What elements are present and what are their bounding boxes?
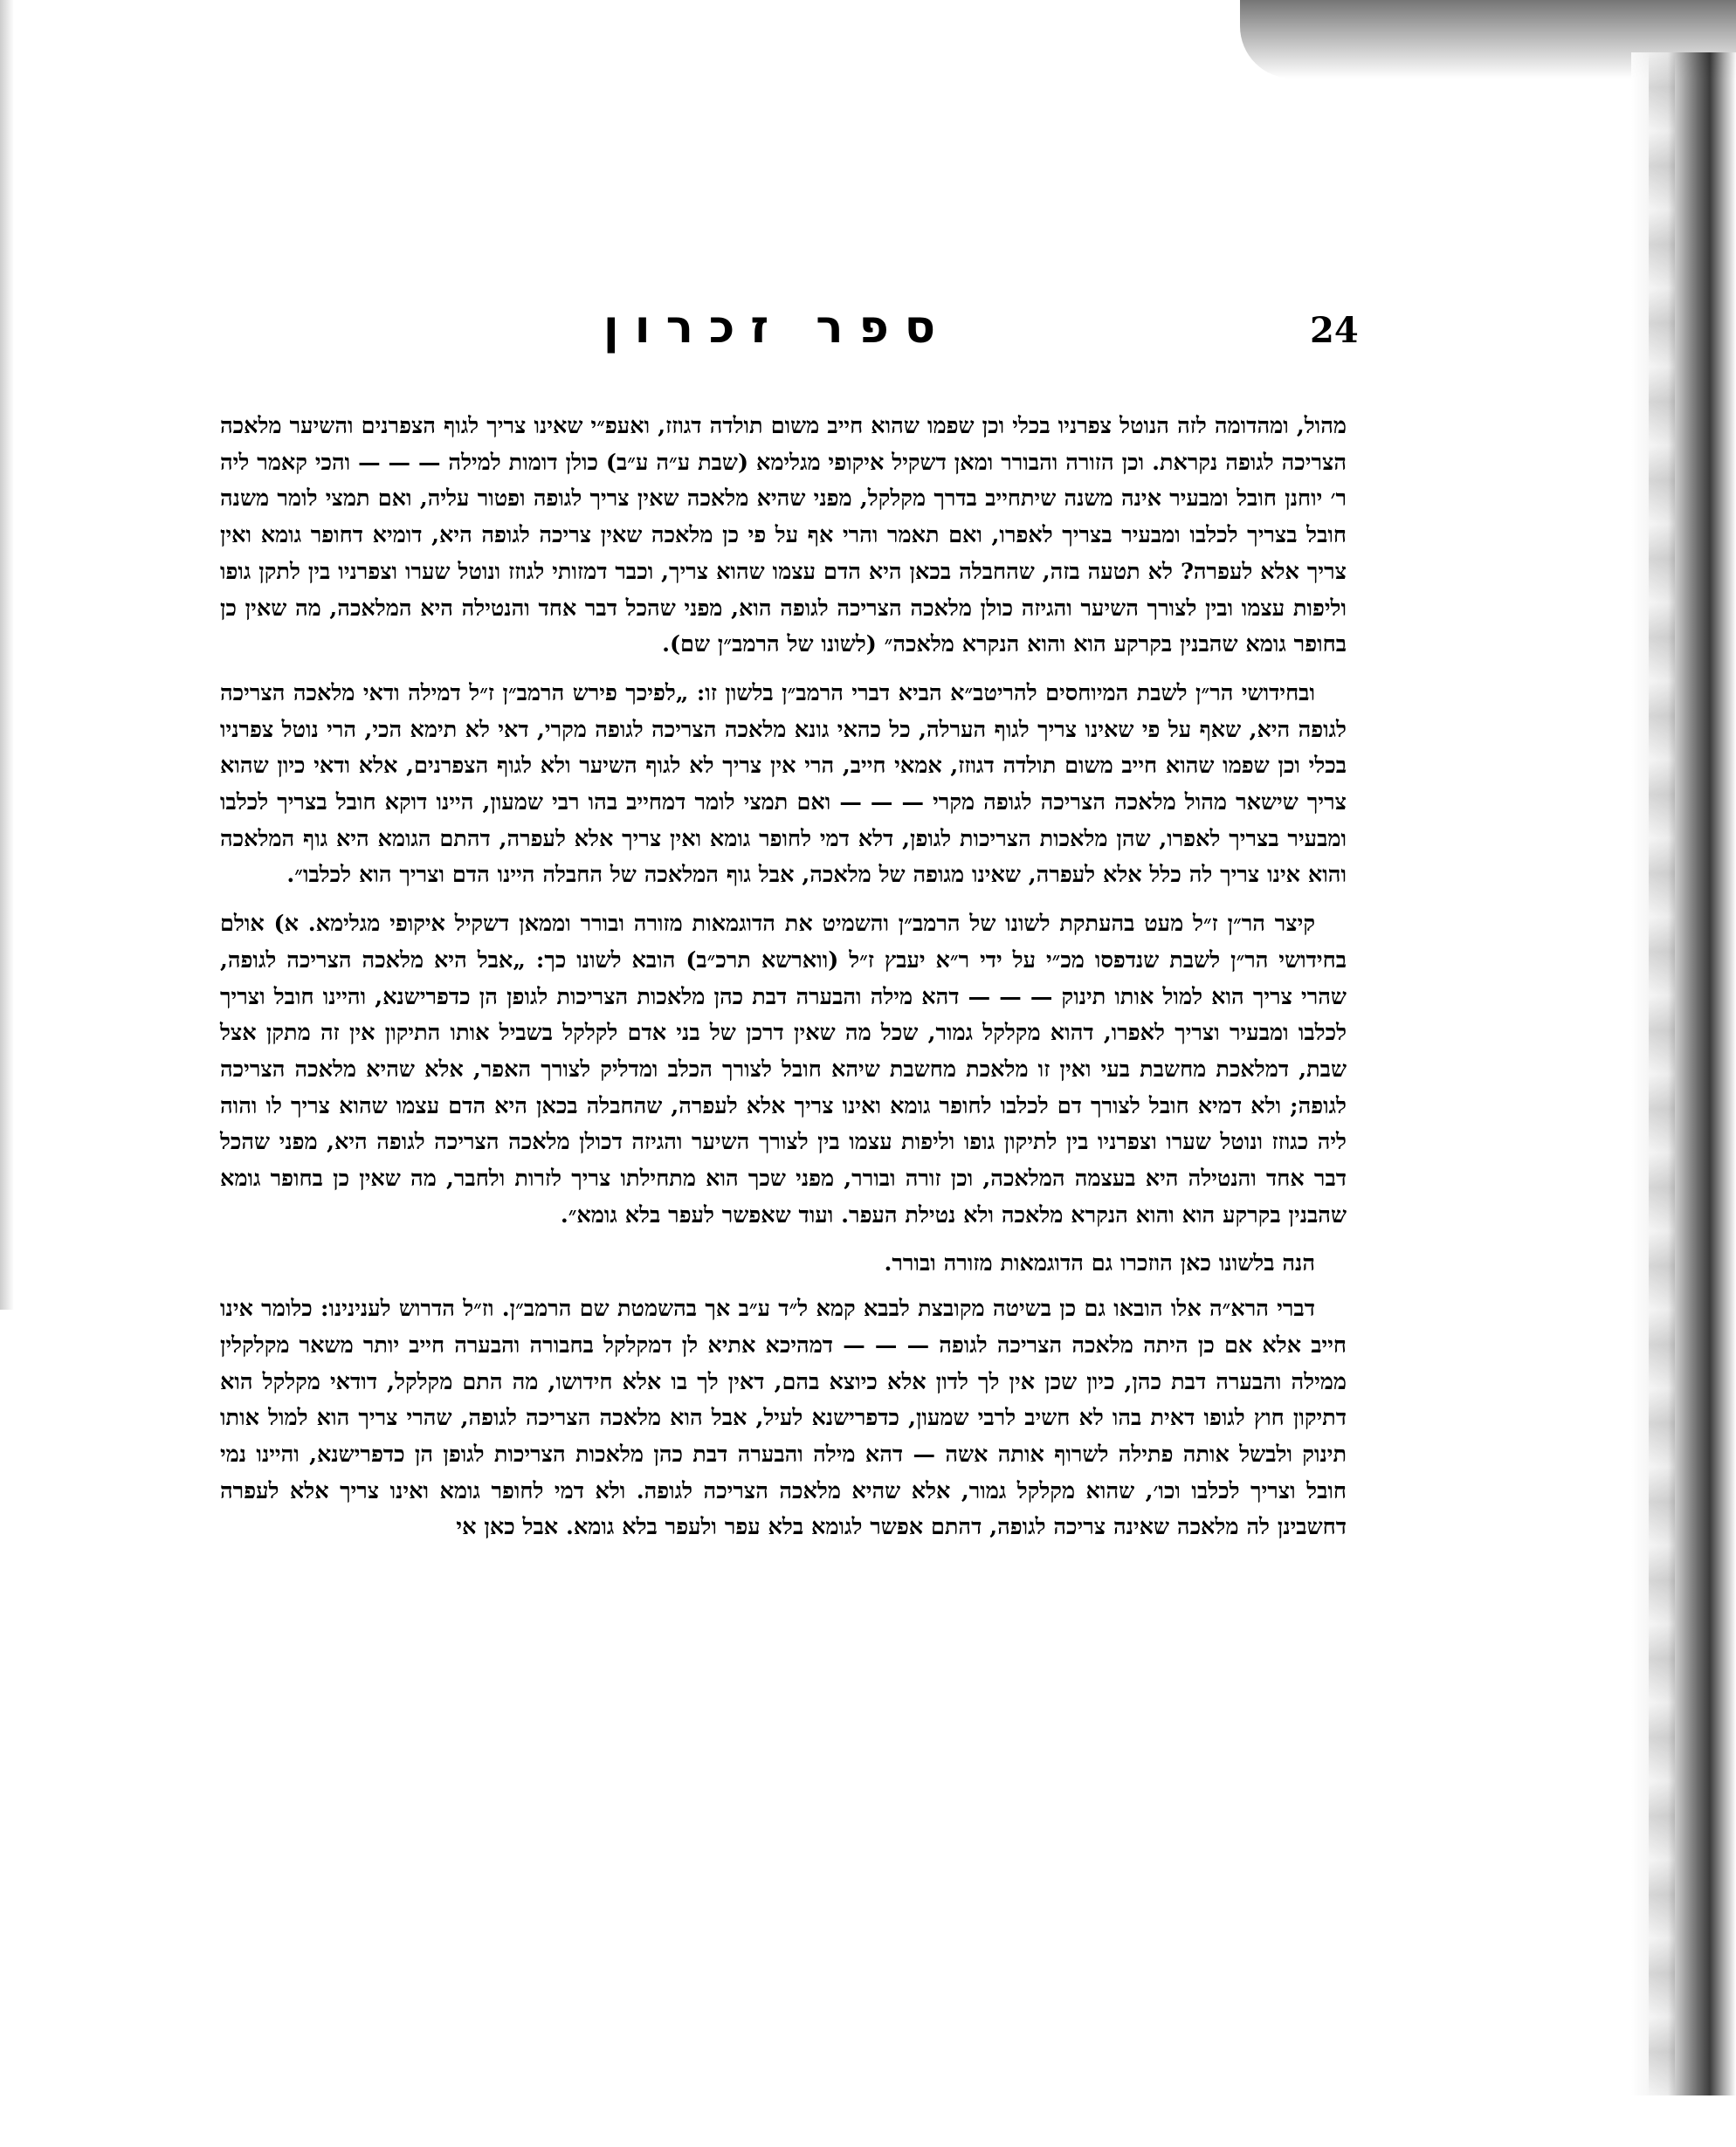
paragraph-3: קיצר הר״ן ז״ל מעט בהעתקת לשונו של הרמב״ן והשמיט את הדוגמאות מזורה ובורר וממאן דשקיל איקופי מגלימא. א) אולם בחידושי הר״ן לשבת שנדפסו מכ״י על ידי ר״א יעבץ ז״ל (ווארשא תרכ״ב) הובא לשונו כך: „אבל היא מלאכה הצריכה לגופה, שהרי צריך הוא למול אותו תינוק — — — דהא מילה והבערה דבת כהן מלאכות הצריכות לגופן הן כדפרישנא, והיינו חובל וצריך לכלבו ומבעיר וצריך לאפרו, דהוא מקלקל גמור, שכל מה שאין דרכן של בני אדם לקלקל בשביל אותו התיקון אין זה מתקן אצל שבת, דמלאכת מחשבת בעי ואין זו מלאכת מחשבת שיהא חובל לצורך הכלב ומדליק לצורך האפר, אלא שהיא מלאכה הצריכה לגופה; ולא דמיא חובל לצורך דם לכלבו לחופר גומא ואינו צריך אלא לעפרה, שהחבלה בכאן היא הדם עצמו שהוא צריך לו והוה ליה כגוזז ונוטל שערו וצפרניו בין לתיקון גופו וליפות עצמו בין לצורך השיער והגיזה דכולן מלאכה הצריכה לגופה היא, מפני שהכל דבר אחד והנטילה היא בעצמה המלאכה, וכן זורה ובורר, מפני שכך הוא מתחילתו צריך לזרות ולחבר, מה שאין כן בחופר גומא שהבנין בקרקע הוא והוא הנקרא מלאכה ולא נטילת העפר. ועוד שאפשר לעפר בלא גומא״.: [220, 911, 1347, 1228]
page-number: 24: [1310, 310, 1359, 351]
paragraph-4: הנה בלשונו כאן הוזכרו גם הדוגמאות מזורה ובורר.: [884, 1250, 1315, 1277]
body-text: [220, 409, 1347, 1559]
running-title: ספר זכרון: [603, 301, 952, 354]
paragraph-2: ובחידושי הר״ן לשבת המיוחסים להריטב״א הביא דברי הרמב״ן בלשון זו: „לפיכך פירש הרמב״ן ז״ל דמילה ודאי מלאכה הצריכה לגופה היא, שאף על פי שאינו צריך לגוף הערלה, כל כהאי גונא מלאכה הצריכה לגופה מקרי, דאי לא תימא הכי, הרי נוטל צפרניו בכלי וכן שפמו שהוא חייב משום תולדה דגוזז, אמאי חייב, הרי אין צריך לא לגוף השיער ולא לגוף הצפרנים, אלא ודאי כיון שהוא צריך שישאר מהול מלאכה הצריכה לגופה מקרי — — — ואם תמצי לומר דמחייב בהו רבי שמעון, היינו דוקא חובל בצריך לכלבו ומבעיר בצריך לאפרו, שהן מלאכות הצריכות לגופן, דלא דמי לחופר גומא ואין צריך אלא לעפרה, דהתם הגומא היא גוף המלאכה והוא אינו צריך לה כלל אלא לעפרה, שאינו מגופה של מלאכה, אבל גוף המלאכה של החבלה היינו הדם וצריך הוא לכלבו״.: [220, 679, 1347, 889]
page-header: [218, 301, 1359, 362]
page-edge-shadow-right: [1631, 52, 1736, 2095]
paragraph-5: דברי הרא״ה אלו הובאו גם כן בשיטה מקובצת לבבא קמא ל״ד ע״ב אך בהשמטת שם הרמב״ן. וז״ל הדרוש לענינינו: כלומר אינו חייב אלא אם כן היתה מלאכה הצריכה לגופה — — — דמהיכא אתיא לן דמקלקל בחבורה והבערה חייב יותר משאר מקלקלין ממילה והבערה דבת כהן, כיון שכן אין לך לדון אלא כיוצא בהם, דאין לך בו אלא חידושו, מה התם מקלקל, דודאי מקלקל הוא דתיקון חוץ לגופו דאית בהו לא חשיב לרבי שמעון, כדפרישנא לעיל, אבל הוא מלאכה הצריכה לגופה, שהרי צריך הוא למול אותו תינוק ולבשל אותה פתילה לשרוף אותה אשה — דהא מילה והבערה דבת כהן מלאכות הצריכות לגופן הן כדפרישנא, והיינו נמי חובל וצריך לכלבו וכו׳, שהוא מקלקל גמור, אלא שהיא מלאכה הצריכה לגופה. ולא דמי לחופר גומא ואינו צריך אלא לעפרה דחשבינן לה מלאכה שאינה צריכה לגופה, דהתם אפשר לגומא בלא עפר ולעפר בלא גומא. אבל כאן אי: [220, 1296, 1347, 1541]
paragraph-1: מהול, ומהדומה לזה הנוטל צפרניו בכלי וכן שפמו שהוא חייב משום תולדה דגוזז, ואעפ״י שאינו צריך לגוף הצפרנים והשיער מלאכה הצריכה לגופה נקראת. וכן הזורה והבורר ומאן דשקיל איקופי מגלימא (שבת ע״ה ע״ב) כולן דומות למילה — — — והכי קאמר ליה ר׳ יוחנן חובל ומבעיר אינה משנה שיתחייב בדרך מקלקל, מפני שהיא מלאכה שאין צריך לגופה ופטור עליה, ואם תמצי לומר משנה חובל בצריך לכלבו ומבעיר בצריך לאפרו, ואם תאמר והרי אף על פי כן מלאכה שאין צריכה לגופה היא, דומיא דחופר גומא ואין צריך אלא לעפרה? לא תטעה בזה, שהחבלה בכאן היא הדם עצמו שהוא צריך, וכבר דמזותי לגוזז ונוטל שערו וצפרניו בין לתקן גופו וליפות עצמו ובין לצורך השיער והגיזה כולן מלאכה הצריכה לגופה הוא, מפני שהכל דבר אחד והנטילה היא המלאכה, מה שאין כן בחופר גומא שהבנין בקרקע הוא והוא הנקרא מלאכה״ (לשונו של הרמב״ן שם).: [220, 413, 1347, 658]
page-edge-shadow-left: [0, 0, 14, 1310]
